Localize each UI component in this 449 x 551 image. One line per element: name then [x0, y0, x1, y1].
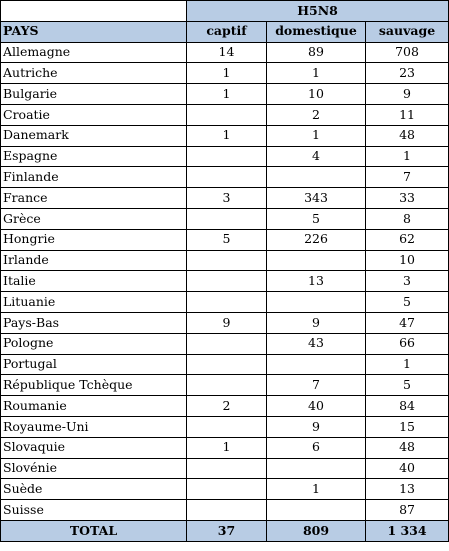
table-row	[1, 167, 449, 188]
cell-sauvage: 15	[366, 416, 449, 437]
total-captif: 37	[187, 520, 267, 541]
cell-domestique: 89	[267, 42, 366, 63]
cell-sauvage: 10	[366, 250, 449, 271]
cell-pays: Autriche	[1, 63, 187, 84]
cell-sauvage: 23	[366, 63, 449, 84]
cell-sauvage: 5	[366, 292, 449, 313]
table-row	[1, 375, 449, 396]
cell-captif	[187, 375, 267, 396]
cell-domestique: 226	[267, 229, 366, 250]
cell-captif: 5	[187, 229, 267, 250]
cell-sauvage: 62	[366, 229, 449, 250]
cell-domestique	[267, 292, 366, 313]
cell-sauvage: 5	[366, 375, 449, 396]
table-row	[1, 42, 449, 63]
cell-domestique: 7	[267, 375, 366, 396]
cell-captif: 1	[187, 437, 267, 458]
cell-captif: 9	[187, 312, 267, 333]
cell-pays: Portugal	[1, 354, 187, 375]
cell-domestique: 9	[267, 416, 366, 437]
table-row	[1, 333, 449, 354]
table-row	[1, 312, 449, 333]
cell-pays: Pays-Bas	[1, 312, 187, 333]
cell-captif	[187, 458, 267, 479]
table-row	[1, 500, 449, 521]
total-row	[1, 520, 449, 541]
cell-domestique: 2	[267, 104, 366, 125]
table-row	[1, 416, 449, 437]
cell-domestique: 9	[267, 312, 366, 333]
header-columns-row	[1, 21, 449, 42]
cell-pays: Hongrie	[1, 229, 187, 250]
cell-pays: Allemagne	[1, 42, 187, 63]
cell-pays: Bulgarie	[1, 84, 187, 105]
cell-domestique: 1	[267, 125, 366, 146]
cell-pays: Finlande	[1, 167, 187, 188]
header-group-row	[1, 1, 449, 22]
cell-sauvage: 48	[366, 125, 449, 146]
cell-sauvage: 87	[366, 500, 449, 521]
table-row	[1, 208, 449, 229]
cell-domestique: 1	[267, 63, 366, 84]
cell-pays: Danemark	[1, 125, 187, 146]
cell-domestique: 5	[267, 208, 366, 229]
cell-pays: Irlande	[1, 250, 187, 271]
cell-captif	[187, 104, 267, 125]
total-label: TOTAL	[1, 520, 187, 541]
cell-sauvage: 13	[366, 479, 449, 500]
cell-pays: Slovaquie	[1, 437, 187, 458]
table-row	[1, 229, 449, 250]
cell-pays: Croatie	[1, 104, 187, 125]
cell-captif	[187, 479, 267, 500]
header-blank-cell	[1, 1, 187, 22]
cell-pays: République Tchèque	[1, 375, 187, 396]
cell-sauvage: 48	[366, 437, 449, 458]
cell-domestique	[267, 458, 366, 479]
table-row	[1, 354, 449, 375]
cell-captif	[187, 500, 267, 521]
cell-captif: 1	[187, 63, 267, 84]
cell-sauvage: 66	[366, 333, 449, 354]
cell-captif	[187, 250, 267, 271]
cell-pays: Slovénie	[1, 458, 187, 479]
cell-captif: 1	[187, 84, 267, 105]
cell-domestique	[267, 167, 366, 188]
cell-captif	[187, 354, 267, 375]
table-row	[1, 125, 449, 146]
cell-captif	[187, 167, 267, 188]
cell-pays: Italie	[1, 271, 187, 292]
table-row	[1, 458, 449, 479]
cell-captif	[187, 292, 267, 313]
cell-domestique: 40	[267, 396, 366, 417]
cell-domestique: 4	[267, 146, 366, 167]
cell-captif	[187, 416, 267, 437]
cell-sauvage: 1	[366, 354, 449, 375]
table-row	[1, 104, 449, 125]
table-row	[1, 84, 449, 105]
table-body	[1, 1, 449, 542]
table-row	[1, 188, 449, 209]
table-row	[1, 292, 449, 313]
header-sauvage: sauvage	[366, 21, 449, 42]
cell-captif	[187, 146, 267, 167]
cell-captif	[187, 333, 267, 354]
cell-sauvage: 40	[366, 458, 449, 479]
cell-pays: Suisse	[1, 500, 187, 521]
header-country: PAYS	[1, 21, 187, 42]
total-sauvage: 1 334	[366, 520, 449, 541]
cell-captif: 14	[187, 42, 267, 63]
cell-domestique	[267, 500, 366, 521]
table-row	[1, 63, 449, 84]
cell-captif: 2	[187, 396, 267, 417]
table-row	[1, 271, 449, 292]
cell-pays: Royaume-Uni	[1, 416, 187, 437]
cell-domestique: 43	[267, 333, 366, 354]
cell-captif: 3	[187, 188, 267, 209]
cell-domestique	[267, 354, 366, 375]
cell-pays: Grèce	[1, 208, 187, 229]
cell-sauvage: 708	[366, 42, 449, 63]
cell-captif: 1	[187, 125, 267, 146]
cell-pays: Espagne	[1, 146, 187, 167]
table-row	[1, 250, 449, 271]
cell-sauvage: 7	[366, 167, 449, 188]
table-row	[1, 437, 449, 458]
cell-domestique: 343	[267, 188, 366, 209]
header-captif: captif	[187, 21, 267, 42]
cell-captif	[187, 271, 267, 292]
cell-pays: Suède	[1, 479, 187, 500]
table-row	[1, 146, 449, 167]
cell-domestique	[267, 250, 366, 271]
cell-sauvage: 3	[366, 271, 449, 292]
cell-pays: Lituanie	[1, 292, 187, 313]
table-row	[1, 396, 449, 417]
cell-sauvage: 1	[366, 146, 449, 167]
cell-sauvage: 47	[366, 312, 449, 333]
cell-captif	[187, 208, 267, 229]
cell-pays: France	[1, 188, 187, 209]
cell-sauvage: 9	[366, 84, 449, 105]
cell-domestique: 13	[267, 271, 366, 292]
table-row	[1, 479, 449, 500]
cell-sauvage: 33	[366, 188, 449, 209]
header-group-label: H5N8	[187, 1, 449, 22]
cell-sauvage: 84	[366, 396, 449, 417]
cell-domestique: 6	[267, 437, 366, 458]
cell-domestique: 1	[267, 479, 366, 500]
cell-pays: Roumanie	[1, 396, 187, 417]
header-domestique: domestique	[267, 21, 366, 42]
total-domestique: 809	[267, 520, 366, 541]
cell-sauvage: 11	[366, 104, 449, 125]
cell-sauvage: 8	[366, 208, 449, 229]
cell-domestique: 10	[267, 84, 366, 105]
cell-pays: Pologne	[1, 333, 187, 354]
